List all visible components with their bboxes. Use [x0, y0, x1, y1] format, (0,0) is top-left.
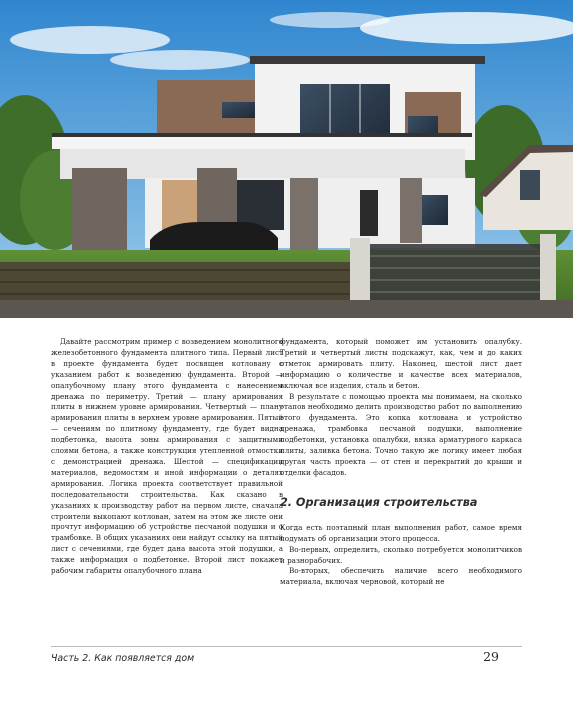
- paragraph: Давайте рассмотрим пример с возведением монолитного железобетонного фундамента плитного типа. Первый лист в проекте фундамента будет посвящен котловану с указанием работ к возведению фундамента. Второй — опалубочному плану этого фундамента с нанесением дренажа по периметру. Третий — плану армирования плиты в нижнем уровне армирования. Четвертый — плану армирования плиты в верхнем уровне армирования. Пятый — сечениям по плитному фундаменту, где будет видна подбетонка, высота зоны армирования с защитными слоями бетона, а также конструкция утепленной отмостки с демонстрацией дренажа. Шестой — спецификации материалов, ведомостям и иной информации о деталях армирования. Логика проекта соответствует правильной последовательности строительства. Как сказано в указаниях к производству работ на первом листе, сначала строители выкопают котлован, затем на этом же листе они прочтут информацию об устройстве песчаной подушки и о трамбовке. В общих указаниях они найдут ссылку на пятый лист с сечениями, где будет дана высота этой подушки, а также информация о подбетонке. Второй лист покажет рабочим габариты опалубочного плана: [51, 337, 283, 576]
- paragraph: Когда есть поэтапный план выполнения работ, самое время подумать об организации этого процесса.: [280, 522, 522, 543]
- house-photo: [0, 0, 573, 318]
- right-text-column: [280, 337, 522, 588]
- footer-divider: [51, 646, 522, 647]
- section-heading: 2. Организация строительства: [280, 495, 478, 509]
- paragraph: В результате с помощью проекта мы понимаем, на сколько этапов необходимо делить производство работ по выполнению этого фундамента. Это копка котлована и устройство дренажа, трамбовка песчаной подушки, выполнение подбетонки, установка опалубки, вязка арматурного каркаса плиты, заливка бетона. Точно такую же логику имеет любая другая часть проекта — от стен и перекрытий до крыши и отделки фасадов.: [280, 391, 522, 477]
- paragraph: Во-вторых, обеспечить наличие всего необходимого материала, включая черновой, который не: [280, 566, 522, 587]
- paragraph: фундамента, который поможет им установить опалубку. Третий и четвертый листы подскажут, как, чем и до каких отметок армировать плиту. Наконец, шестой лист дает информацию о количестве и качестве всех материалов, включая все изделия, сталь и бетон.: [280, 337, 522, 390]
- paragraph: Во-первых, определить, сколько потребуется монолитчиков и разнорабочих.: [280, 544, 522, 565]
- left-text-column: [51, 337, 283, 577]
- footer-chapter-title: Часть 2. Как появляется дом: [51, 653, 195, 664]
- page-number: 29: [483, 649, 499, 664]
